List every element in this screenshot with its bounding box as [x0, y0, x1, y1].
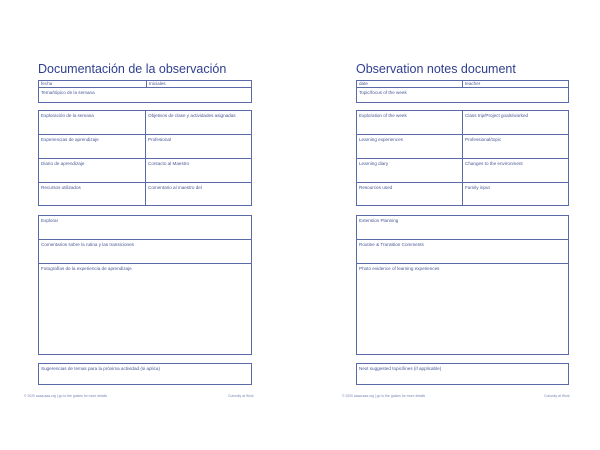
grid-cell[interactable]: Diario de aprendizaje	[41, 161, 85, 166]
teacher-field[interactable]: teacher	[465, 81, 481, 86]
grid-cell[interactable]: Family input	[465, 185, 490, 190]
notes-field[interactable]: Routine & Transition Comments	[359, 242, 424, 247]
notes-field[interactable]: Comentarios sobre la rutina y las transiciones	[41, 242, 134, 247]
grid-cell[interactable]: Changes to the environment	[465, 161, 523, 166]
notes-section	[356, 215, 569, 355]
grid-cell[interactable]: Exploración de la semana	[41, 113, 94, 118]
grid-cell[interactable]: Profesional	[148, 137, 171, 142]
notes-field[interactable]: Extension Planning	[359, 218, 399, 223]
grid-cell[interactable]: Experiencias de aprendizaje	[41, 137, 99, 142]
suggestions-field[interactable]: Next suggested topic/lines (if applicable)	[359, 366, 442, 371]
photo-field[interactable]: Fotografías de la experiencia de aprendizaje	[41, 266, 132, 271]
date-field[interactable]: fecha	[41, 81, 53, 86]
page-title: Documentación de la observación	[38, 62, 227, 76]
grid-cell[interactable]: Recursos utilizados	[41, 185, 81, 190]
footer-brand: Curiosity at Work	[228, 394, 254, 398]
grid-cell[interactable]: Learning experiences	[359, 137, 403, 142]
grid-cell[interactable]: Learning diary	[359, 161, 389, 166]
grid-cell[interactable]: Exploration of the week	[359, 113, 407, 118]
grid-cell[interactable]: Professional/topic	[465, 137, 502, 142]
grid-cell[interactable]: Class trip/Project goals/worked	[465, 113, 529, 118]
topic-field[interactable]: Topic/focus of the week	[359, 90, 407, 95]
page-english	[300, 0, 600, 450]
footer-left: © 2020 aaaa.aaa.org | go to the guides for more details	[24, 394, 108, 398]
notes-section	[38, 215, 252, 355]
page-title: Observation notes document	[356, 62, 516, 76]
grid-cell[interactable]: Comentario al maestro del	[148, 185, 202, 190]
footer-left: © 2020 aaaa.aaa.org | go to the guides for more details	[342, 394, 426, 398]
footer-brand: Curiosity at Work	[544, 394, 570, 398]
photo-field[interactable]: Photo evidence of learning experiences	[359, 266, 440, 271]
topic-field[interactable]: Tema/tópico de la semana	[41, 90, 95, 95]
suggestions-field[interactable]: Sugerencias de temas para la próxima actividad (si aplica)	[41, 366, 160, 371]
grid-cell[interactable]: Resources used	[359, 185, 393, 190]
initials-field[interactable]: Iniciales	[149, 81, 166, 86]
date-field[interactable]: date	[359, 81, 368, 86]
grid-cell[interactable]: Objetivos de clase y actividades asignadas	[148, 113, 236, 118]
grid-cell[interactable]: Contacto al Maestro	[148, 161, 190, 166]
notes-field[interactable]: Explorar	[41, 218, 59, 223]
